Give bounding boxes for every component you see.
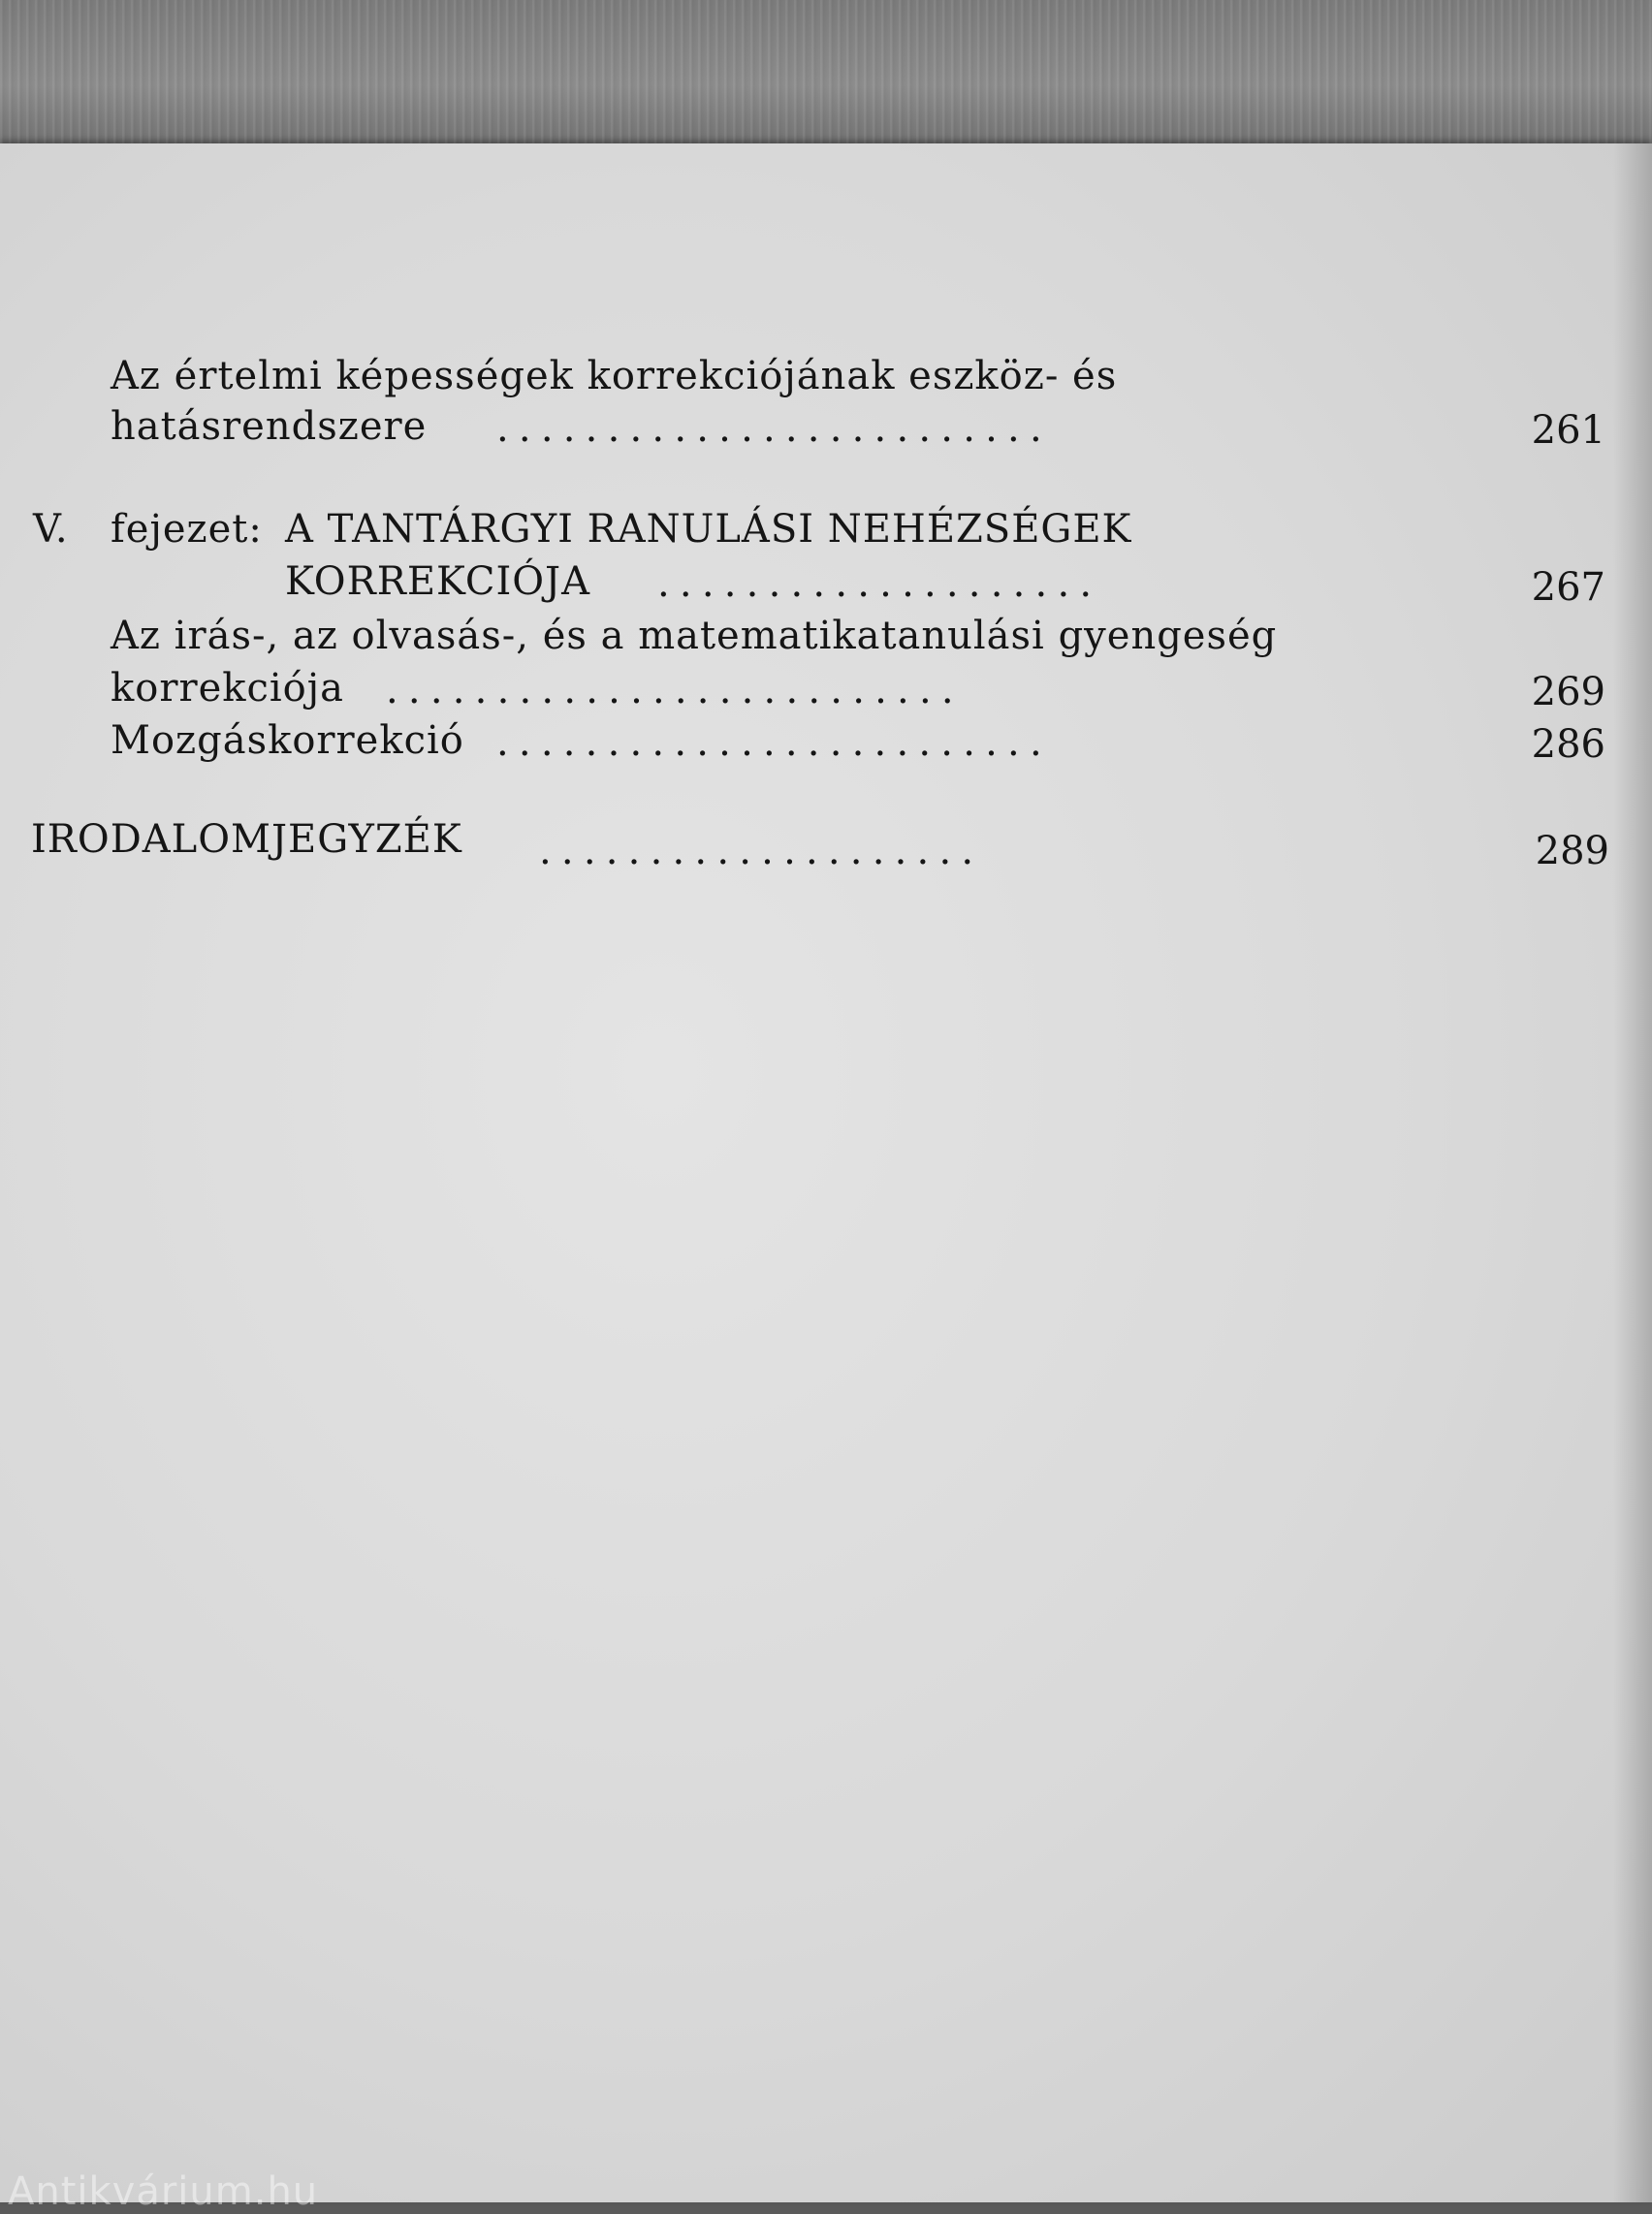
background-surface: [0, 0, 1652, 155]
toc-page-number: 267: [1531, 565, 1605, 610]
toc-page-number: 286: [1531, 722, 1605, 767]
toc-page-number: 261: [1531, 408, 1605, 453]
toc-page-number: 289: [1535, 829, 1609, 873]
watermark: Antikvárium.hu: [8, 2169, 319, 2214]
chapter-prefix: fejezet:: [111, 507, 263, 552]
toc-leader-dots: ....................: [657, 561, 1102, 606]
chapter-number: V.: [33, 507, 69, 552]
toc-leader-dots: .........................: [496, 720, 1052, 765]
toc-leader-dots: ....................: [539, 829, 984, 873]
toc-leader-dots: ..........................: [386, 668, 964, 712]
toc-entry-title-line1: Az irás-, az olvasás-, és a matematikatanulási gyengeség: [111, 614, 1278, 658]
bibliography-title: IRODALOMJEGYZÉK: [31, 817, 462, 862]
toc-page-number: 269: [1531, 670, 1605, 714]
chapter-title-line1: A TANTÁRGYI RANULÁSI NEHÉZSÉGEK: [285, 507, 1132, 552]
book-page: [0, 143, 1652, 2202]
toc-entry-title-line2: korrekciója: [111, 666, 344, 711]
toc-entry-title-line1: Az értelmi képességek korrekciójának eszköz- és: [111, 354, 1118, 398]
chapter-title-line2: KORREKCIÓJA: [285, 559, 590, 604]
toc-leader-dots: .........................: [496, 406, 1052, 451]
toc-entry-title-line2: hatásrendszere: [111, 404, 428, 449]
toc-entry-title: Mozgáskorrekció: [111, 718, 464, 763]
